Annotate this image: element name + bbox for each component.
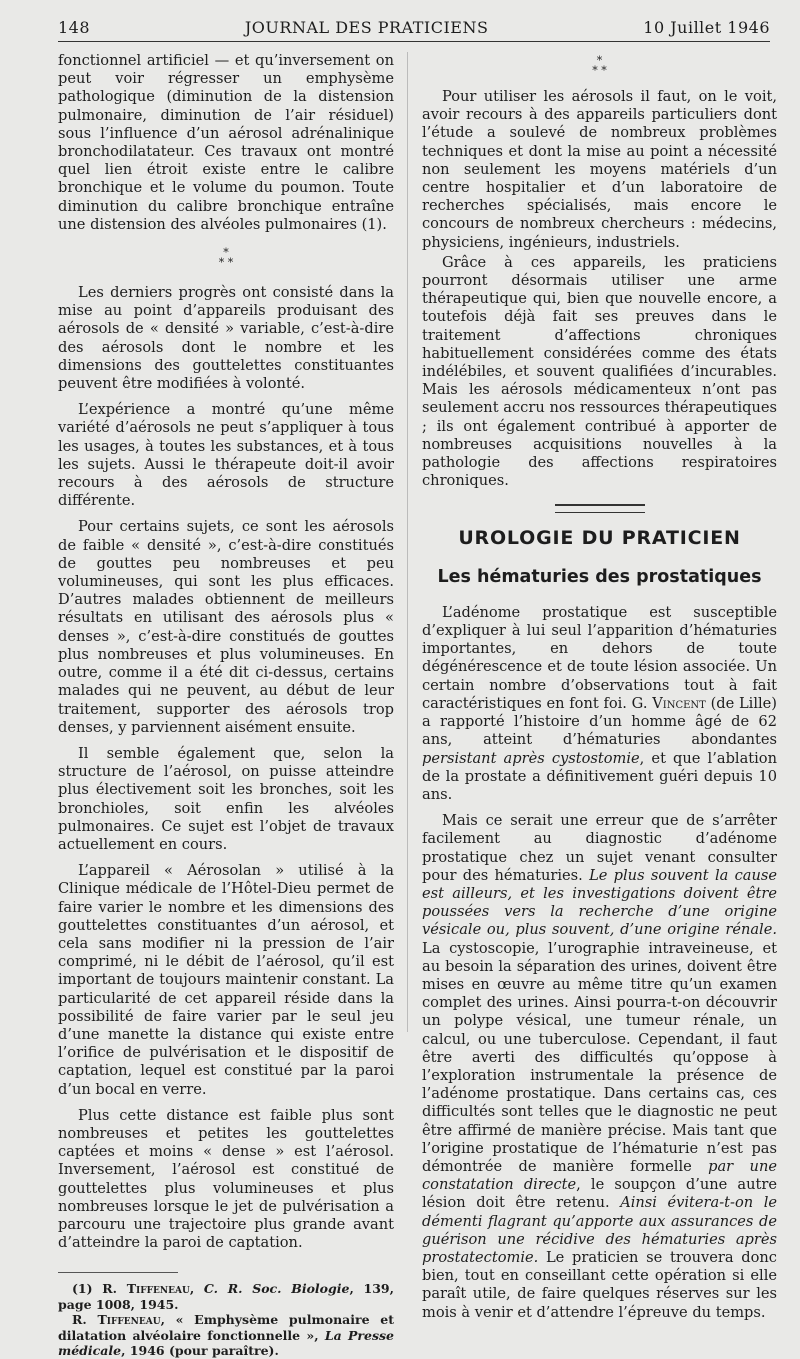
left-column: [58, 52, 394, 1359]
column-divider: [407, 52, 408, 1032]
article-title: Les hématuries des prostatiques: [437, 566, 762, 587]
page-number: 148: [58, 17, 91, 37]
right-paragraph-3: L’adénome prostatique est susceptible d’expliquer à lui seul l’apparition d’hématuries importantes, en dehors de toute dégénérescence et de toute lésion associée. Un certain nombre d’observations tout à fait caractéristiques en font foi. G. Vincent (de Lille) a rapporté l’histoire d’un homme âgé de 62 ans, atteint d’hématuries abondantes persistant après cystostomie, et que l’ablation de la prostate a définitivement guéri depuis 10 ans.: [422, 603, 777, 803]
left-paragraph-5: Il semble également que, selon la structure de l’aérosol, on puisse atteindre plus électivement soit les bronches, soit les bronchioles, soit enfin les alvéoles pulmonaires. Ce sujet est l’objet de travaux actuellement en cours.: [58, 744, 394, 853]
left-paragraph-6: L’appareil « Aérosolan » utilisé à la Clinique médicale de l’Hôtel-Dieu permet de faire varier le nombre et les dimensions des gouttelettes constituantes d’un aérosol, et cela sans modifier ni la pression de l’air comprimé, ni le débit de l’aérosol, qu’il est important de toujours maintenir constant. La particularité de cet appareil réside dans la possibilité de faire varier par le seul jeu d’une manette la distance qui existe entre l’orifice de pulvérisation et le dispositif de captation, lequel est constitué par la paroi d’un bocal en verre.: [58, 862, 394, 1098]
asterism-separator: * * *: [218, 246, 234, 270]
footnote-1: (1) R. Tiffeneau, C. R. Soc. Biologie, 139, page 1008, 1945.: [58, 1281, 394, 1312]
left-paragraph-7: Plus cette distance est faible plus sont nombreuses et petites les gouttelettes captées et moins « dense » est l’aérosol. Inversement, l’aérosol est constitué de gouttelettes plus volumineuses et plus nombreuses lorsque le jet de pulvérisation a parcouru une trajectoire plus grande avant d’atteindre la paroi de captation.: [58, 1106, 394, 1252]
left-paragraph-4: Pour certains sujets, ce sont les aérosols de faible « densité », c’est-à-dire constitués de gouttes peu nombreuses et peu volumineuses, qui sont les plus efficaces. D’autres malades obtiennent de meilleurs résultats en utilisant des aérosols plus « denses », c’est-à-dire constitués de gouttes plus nombreuses et plus volumineuses. En outre, comme il a été dit ci-dessus, certains malades qui ne peuvent, au début de leur traitement, supporter des aérosols trop denses, y parviennent aisément ensuite.: [58, 518, 394, 736]
footnotes: [58, 1281, 394, 1359]
left-paragraph-1: fonctionnel artificiel — et qu’inversement on peut voir régresser un emphysème pathologique (diminution de la distension pulmonaire, diminution de l’air résiduel) sous l’influence d’un aérosol adrénalinique bronchodilatateur. Ces travaux ont montré quel lien étroit existe entre le calibre bronchique et le volume du poumon. Toute diminution du calibre bronchique entraîne une distension des alvéoles pulmonaires (1).: [58, 52, 394, 233]
page-header: [58, 14, 770, 40]
section-title: UROLOGIE DU PRATICIEN: [458, 527, 741, 550]
left-paragraph-2: Les derniers progrès ont consisté dans la mise au point d’appareils produisant des aérosols de « densité » variable, c’est-à-dire des aérosols dont le nombre et les dimensions des gouttelettes constituantes peuvent être modifiées à volonté.: [58, 284, 394, 393]
footnote-rule: [58, 1272, 178, 1273]
right-paragraph-4: Mais ce serait une erreur que de s’arrêter facilement au diagnostic d’adénome prostatique chez un sujet venant consulter pour des hématuries. Le plus souvent la cause est ailleurs, et les investigations doivent être poussées vers la recherche d’une origine vésicale ou, plus souvent, d’une origine rénale. La cystoscopie, l’urographie intraveineuse, et au besoin la séparation des urines, doivent être mises en œuvre au même titre qu’un examen complet des urines. Ainsi pourra-t-on découvrir un polype vésical, une tumeur rénale, un calcul, ou une tuberculose. Cependant, il faut être averti des difficultés qu’oppose à l’exploration instrumentale la présence de l’adénome prostatique. Dans certains cas, ces difficultés sont telles que le diagnostic ne peut être affirmé de manière précise. Mais tant que l’origine prostatique de l’hématurie n’est pas démontrée de manière formelle par une constatation directe, le soupçon d’une autre lésion doit être retenu. Ainsi évitera-t-on le démenti flagrant qu’apporte aux assurances de guérison une récidive des hématuries après prostatectomie. Le praticien se trouvera donc bien, tout en conseillant cette opération si elle paraît utile, de faire quelques réserves sur les mois à venir et d’attendre l’épreuve du temps.: [422, 812, 777, 1321]
footnote-2: R. Tiffeneau, « Emphysème pulmonaire et dilatation alvéolaire fonctionnelle », La Presse médicale, 1946 (pour paraître).: [58, 1312, 395, 1359]
issue-date: 10 Juillet 1946: [643, 17, 770, 37]
right-column: [422, 52, 777, 1322]
section-rule-thin: [555, 512, 645, 513]
journal-title: JOURNAL DES PRATICIENS: [244, 17, 489, 37]
left-paragraph-3: L’expérience a montré qu’une même variété d’aérosols ne peut s’appliquer à tous les usages, à toutes les substances, et à tous les sujets. Aussi le thérapeute doit-il avoir recours à des aérosols de structure différente.: [58, 401, 394, 510]
header-rule: [58, 41, 770, 42]
right-paragraph-1: Pour utiliser les aérosols il faut, on le voit, avoir recours à des appareils particuliers dont l’étude a soulevé de nombreux problèmes techniques et dont la mise au point a nécessité non seulement les moyens matériels d’un centre hospitalier et d’un laboratoire de recherches spécialisés, mais encore le concours de nombreux chercheurs : médecins, physiciens, ingénieurs, industriels.: [422, 88, 777, 251]
right-paragraph-2: Grâce à ces appareils, les praticiens pourront désormais utiliser une arme thérapeutique qui, bien que nouvelle encore, a toutefois déjà fait ses preuves dans le traitement d’affections chroniques habituellement considérées comme des états indélébiles, et souvent qualifiées d’incurables. Mais les aérosols médicamenteux n’ont pas seulement accru nos ressources thérapeutiques ; ils ont également contribué à apporter de nombreuses acquisitions nouvelles à la pathologie des affections respiratoires chroniques.: [422, 253, 777, 490]
asterism-separator: * * *: [592, 54, 607, 77]
section-rule: [555, 504, 645, 506]
